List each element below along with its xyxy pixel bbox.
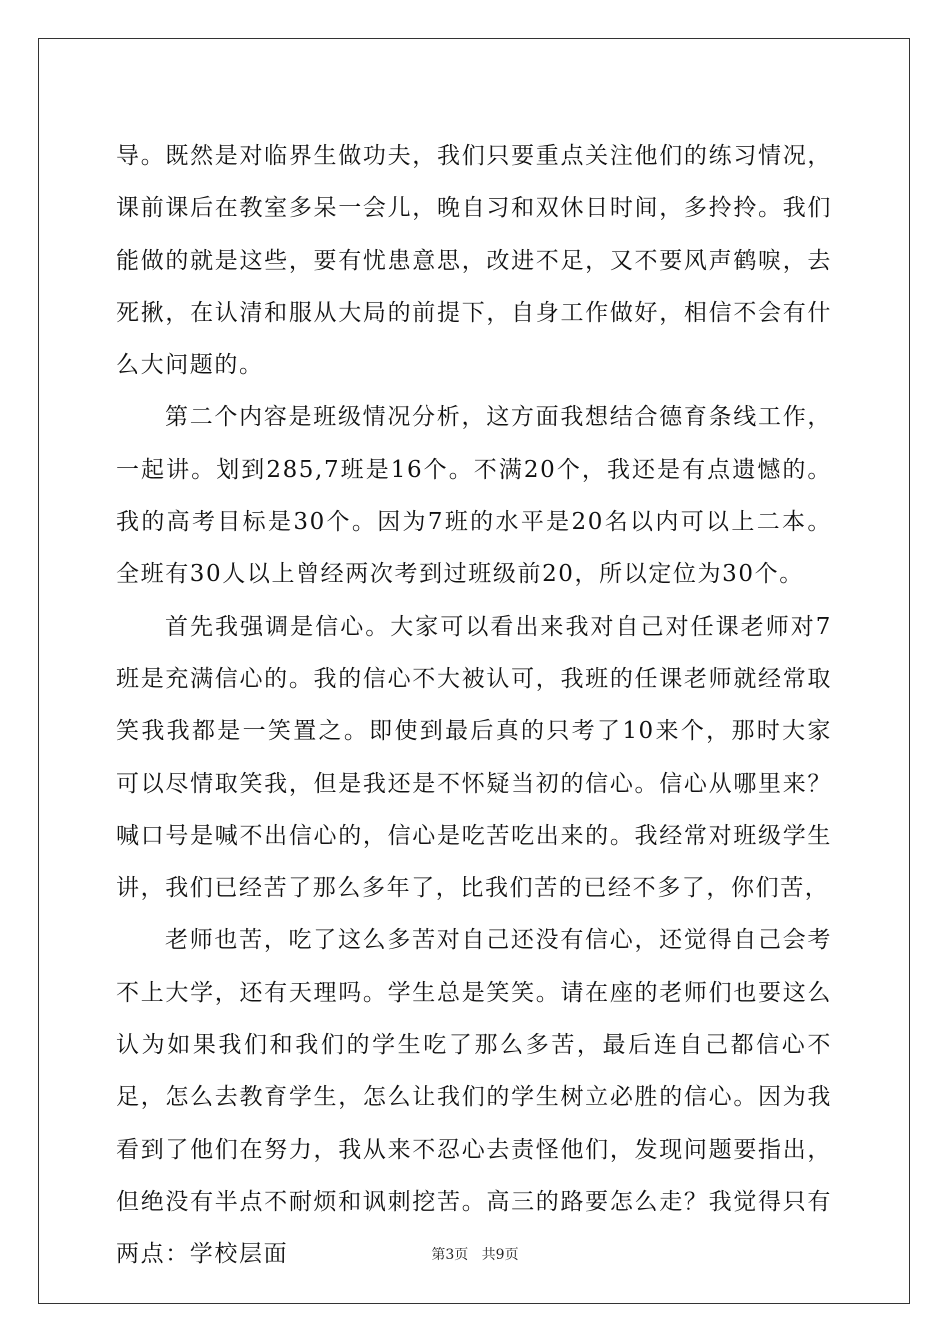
page-footer bbox=[0, 1244, 950, 1264]
page-number: 第3页 bbox=[431, 1247, 469, 1263]
document-body bbox=[116, 130, 832, 1281]
paragraph-2: 第二个内容是班级情况分析，这方面我想结合德育条线工作，一起讲。划到285,7班是16个。不满20个，我还是有点遗憾的。我的高考目标是30个。因为7班的水平是20名以内可以上二本。全班有30人以上曾经两次考到过班级前20，所以定位为30个。 bbox=[116, 404, 832, 588]
paragraph-4: 老师也苦，吃了这么多苦对自己还没有信心，还觉得自己会考不上大学，还有天理吗。学生总是笑笑。请在座的老师们也要这么认为如果我们和我们的学生吃了那么多苦，最后连自己都信心不足，怎么去教育学生，怎么让我们的学生树立必胜的信心。因为我看到了他们在努力，我从来不忍心去责怪他们，发现问题要指出，但绝没有半点不耐烦和讽刺挖苦。高三的路要怎么走？我觉得只有两点：学校层面 bbox=[116, 927, 832, 1268]
page-total: 共9页 bbox=[481, 1247, 519, 1263]
paragraph-3: 首先我强调是信心。大家可以看出来我对自己对任课老师对7班是充满信心的。我的信心不大被认可，我班的任课老师就经常取笑我我都是一笑置之。即使到最后真的只考了10来个，那时大家可以尽情取笑我，但是我还是不怀疑当初的信心。信心从哪里来？喊口号是喊不出信心的，信心是吃苦吃出来的。我经常对班级学生讲，我们已经苦了那么多年了，比我们苦的已经不多了，你们苦， bbox=[116, 613, 832, 902]
paragraph-1: 导。既然是对临界生做功夫，我们只要重点关注他们的练习情况，课前课后在教室多呆一会儿，晚自习和双休日时间，多拎拎。我们能做的就是这些，要有忧患意思，改进不足，又不要风声鹤唳，去死揪，在认清和服从大局的前提下，自身工作做好，相信不会有什么大问题的。 bbox=[116, 143, 832, 379]
